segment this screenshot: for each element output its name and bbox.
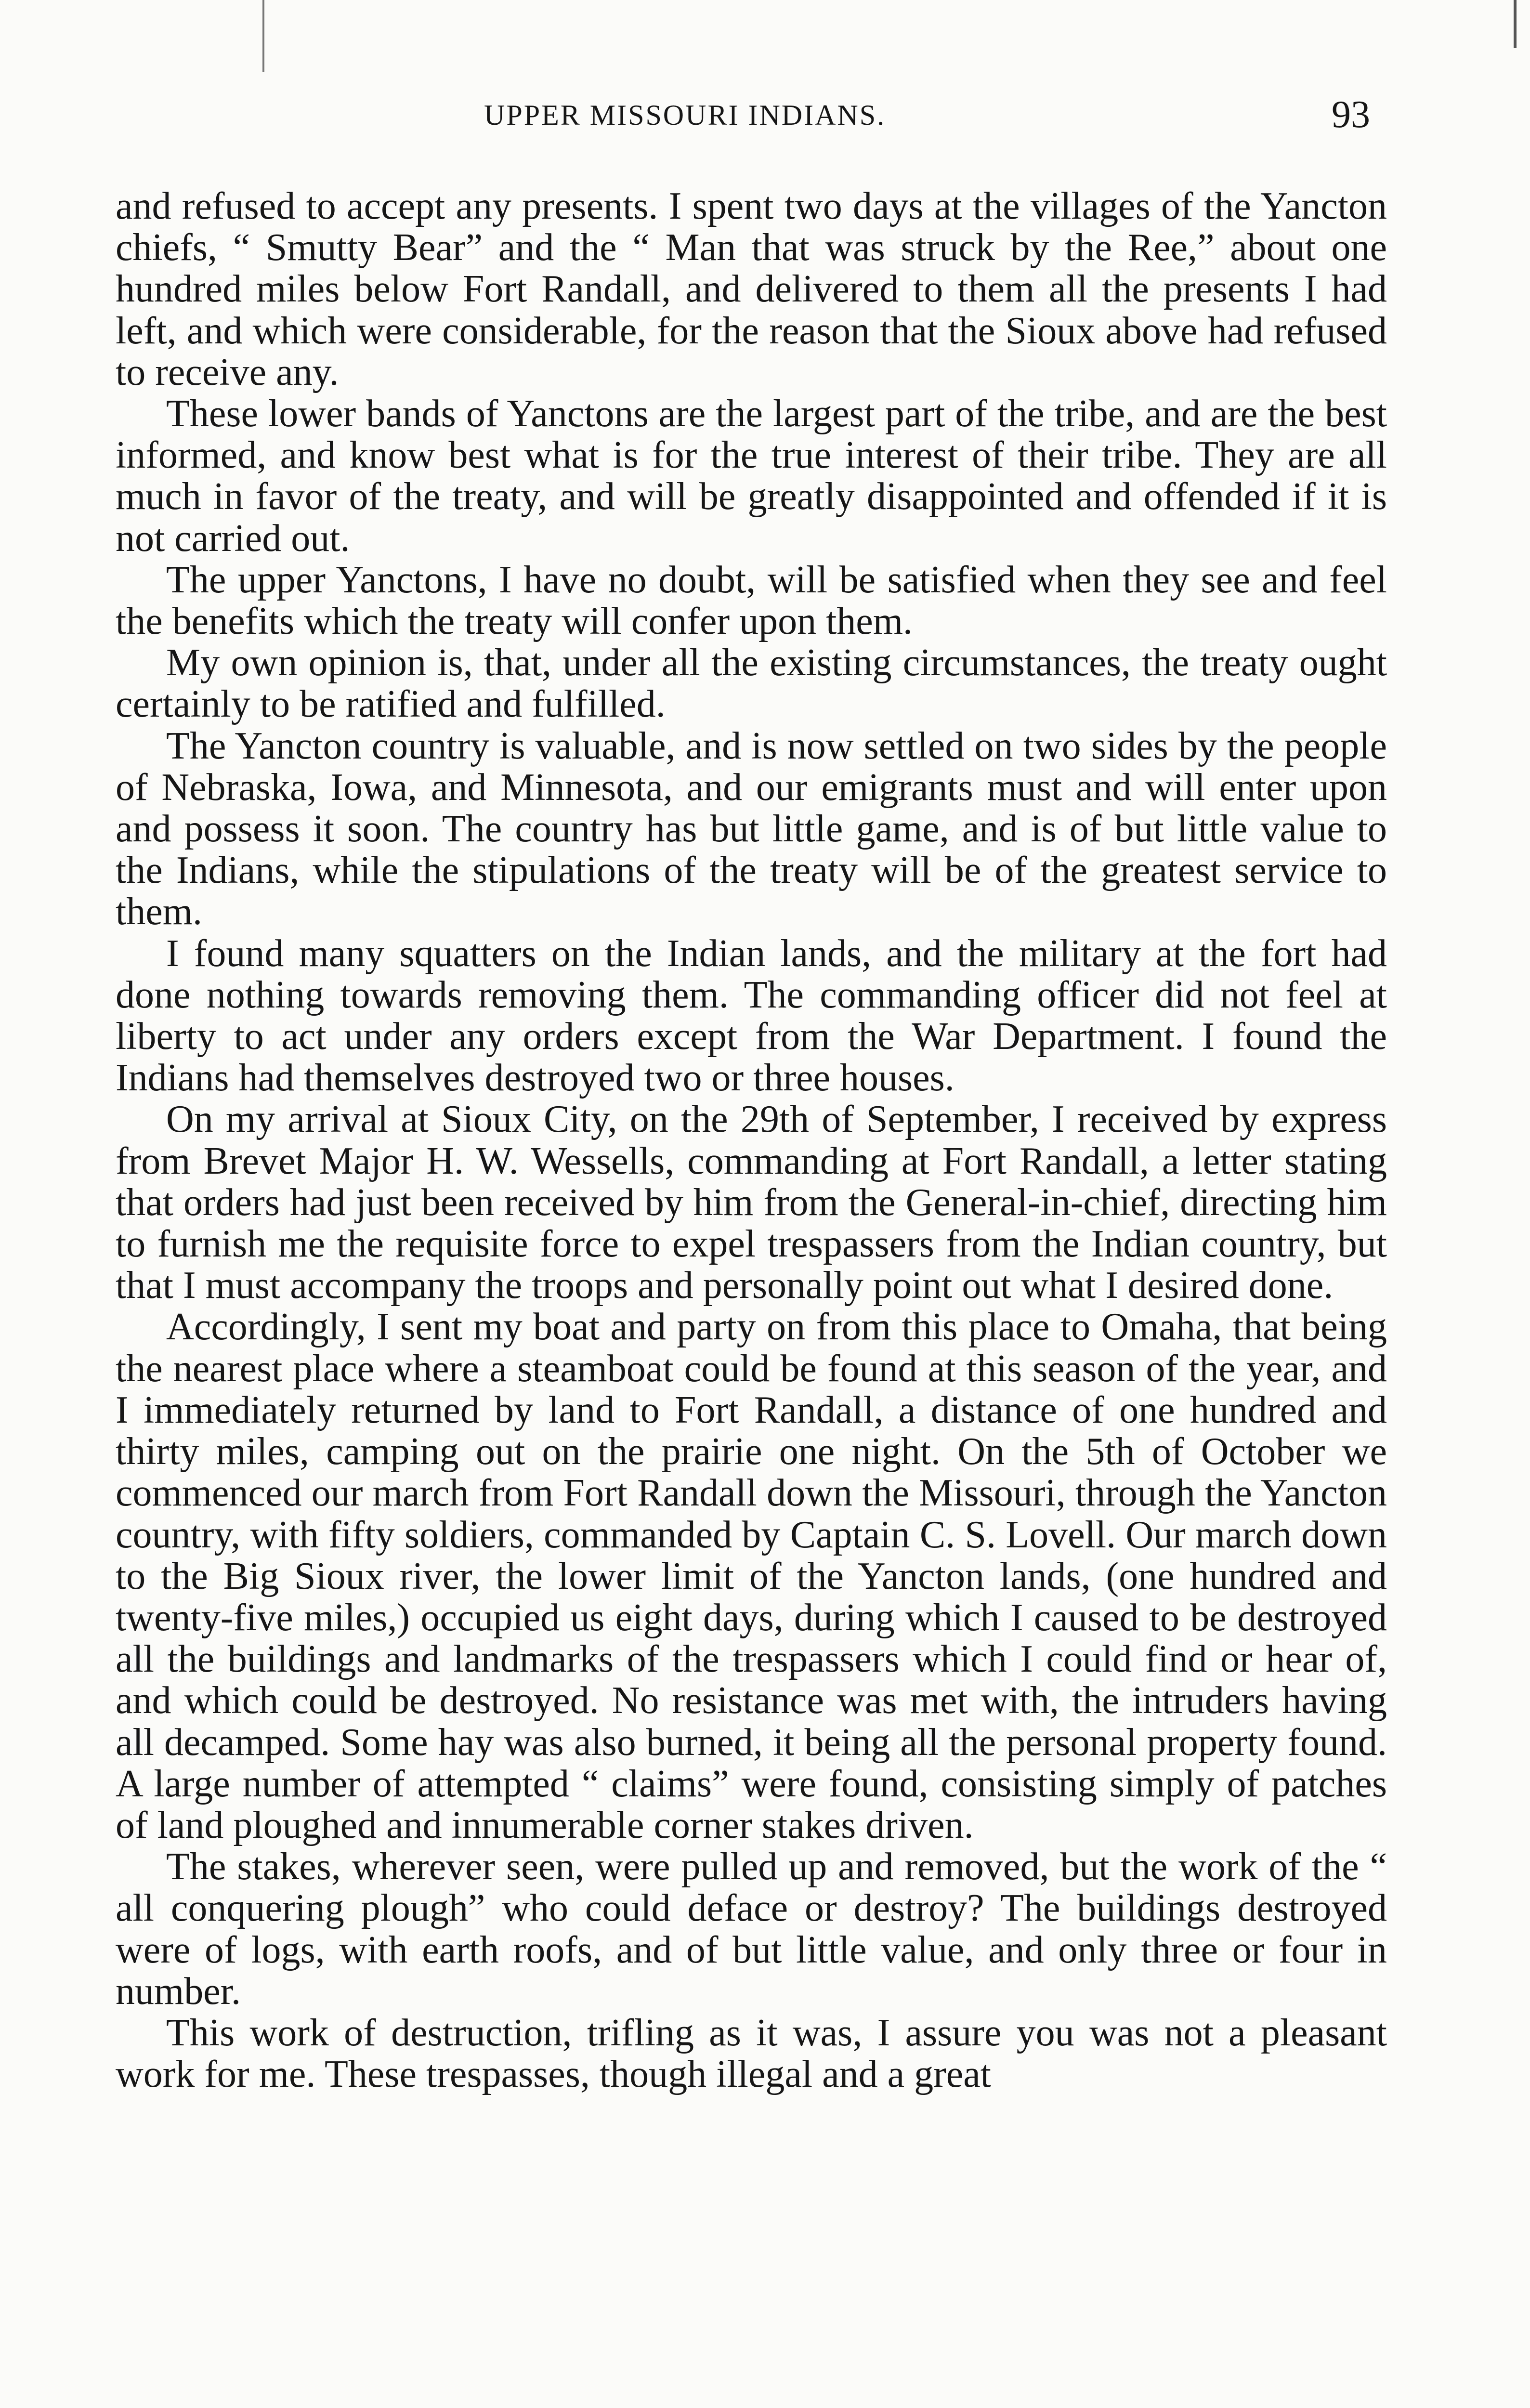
paragraph: On my arrival at Sioux City, on the 29th of September, I received by express from Brevet Major H. W. Wessells, commanding at Fort Randall, a letter stating that orders had just been received by him from the General-in-chief, directing him to furnish me the requisite force to expel trespassers from the Indian country, but that I must accompany the troops and personally point out what I desired done.	[116, 1098, 1387, 1307]
page-edge-mark	[262, 0, 264, 72]
paragraph: My own opinion is, that, under all the existing circumstances, the treaty ought certainly to be ratified and fulfilled.	[116, 641, 1387, 726]
paragraph: and refused to accept any presents. I spent two days at the villages of the Yancton chiefs, “ Smutty Bear” and the “ Man that was struck by the Ree,” about one hundred miles below Fort Randall, and delivered to them all the presents I had left, and which were considerable, for the reason that the Sioux above had refused to receive any.	[116, 185, 1387, 393]
paragraph: Accordingly, I sent my boat and party on from this place to Omaha, that being the nearest place where a steamboat could be found at this season of the year, and I immediately returned by land to Fort Randall, a distance of one hundred and thirty miles, camping out on the prairie one night. On the 5th of October we commenced our march from Fort Randall down the Missouri, through the Yancton country, with fifty soldiers, commanded by Captain C. S. Lovell. Our march down to the Big Sioux river, the lower limit of the Yancton lands, (one hundred and twenty-five miles,) occupied us eight days, during which I caused to be destroyed all the buildings and landmarks of the trespassers which I could find or hear of, and which could be destroyed. No resistance was met with, the intruders having all decamped. Some hay was also burned, it being all the personal property found. A large number of attempted “ claims” were found, consisting simply of patches of land ploughed and innumerable corner stakes driven.	[116, 1306, 1387, 1846]
paragraph: These lower bands of Yanctons are the largest part of the tribe, and are the best informed, and know best what is for the true interest of their tribe. They are all much in favor of the treaty, and will be greatly disappointed and offended if it is not carried out.	[116, 393, 1387, 560]
page-edge-mark	[1514, 0, 1517, 48]
paragraph: The upper Yanctons, I have no doubt, will be satisfied when they see and feel the benefits which the treaty will confer upon them.	[116, 558, 1387, 643]
paragraph: This work of destruction, trifling as it was, I assure you was not a pleasant work for me. These trespasses, though illegal and a great	[116, 2011, 1387, 2096]
page-number: 93	[1332, 93, 1370, 136]
body-text	[116, 185, 1387, 2095]
paragraph: The Yancton country is valuable, and is now settled on two sides by the people of Nebraska, Iowa, and Minnesota, and our emigrants must and will enter upon and possess it soon. The country has but little game, and is of but little value to the Indians, while the stipulations of the treaty will be of the greatest service to them.	[116, 724, 1387, 933]
paragraph: I found many squatters on the Indian lands, and the military at the fort had done nothing towards removing them. The commanding officer did not feel at liberty to act under any orders except from the War Department. I found the Indians had themselves destroyed two or three houses.	[116, 932, 1387, 1099]
running-head: UPPER MISSOURI INDIANS.	[484, 99, 886, 131]
paragraph: The stakes, wherever seen, were pulled up and removed, but the work of the “ all conquering plough” who could deface or destroy? The buildings destroyed were of logs, with earth roofs, and of but little value, and only three or four in number.	[116, 1845, 1387, 2013]
page-header	[118, 93, 1370, 152]
